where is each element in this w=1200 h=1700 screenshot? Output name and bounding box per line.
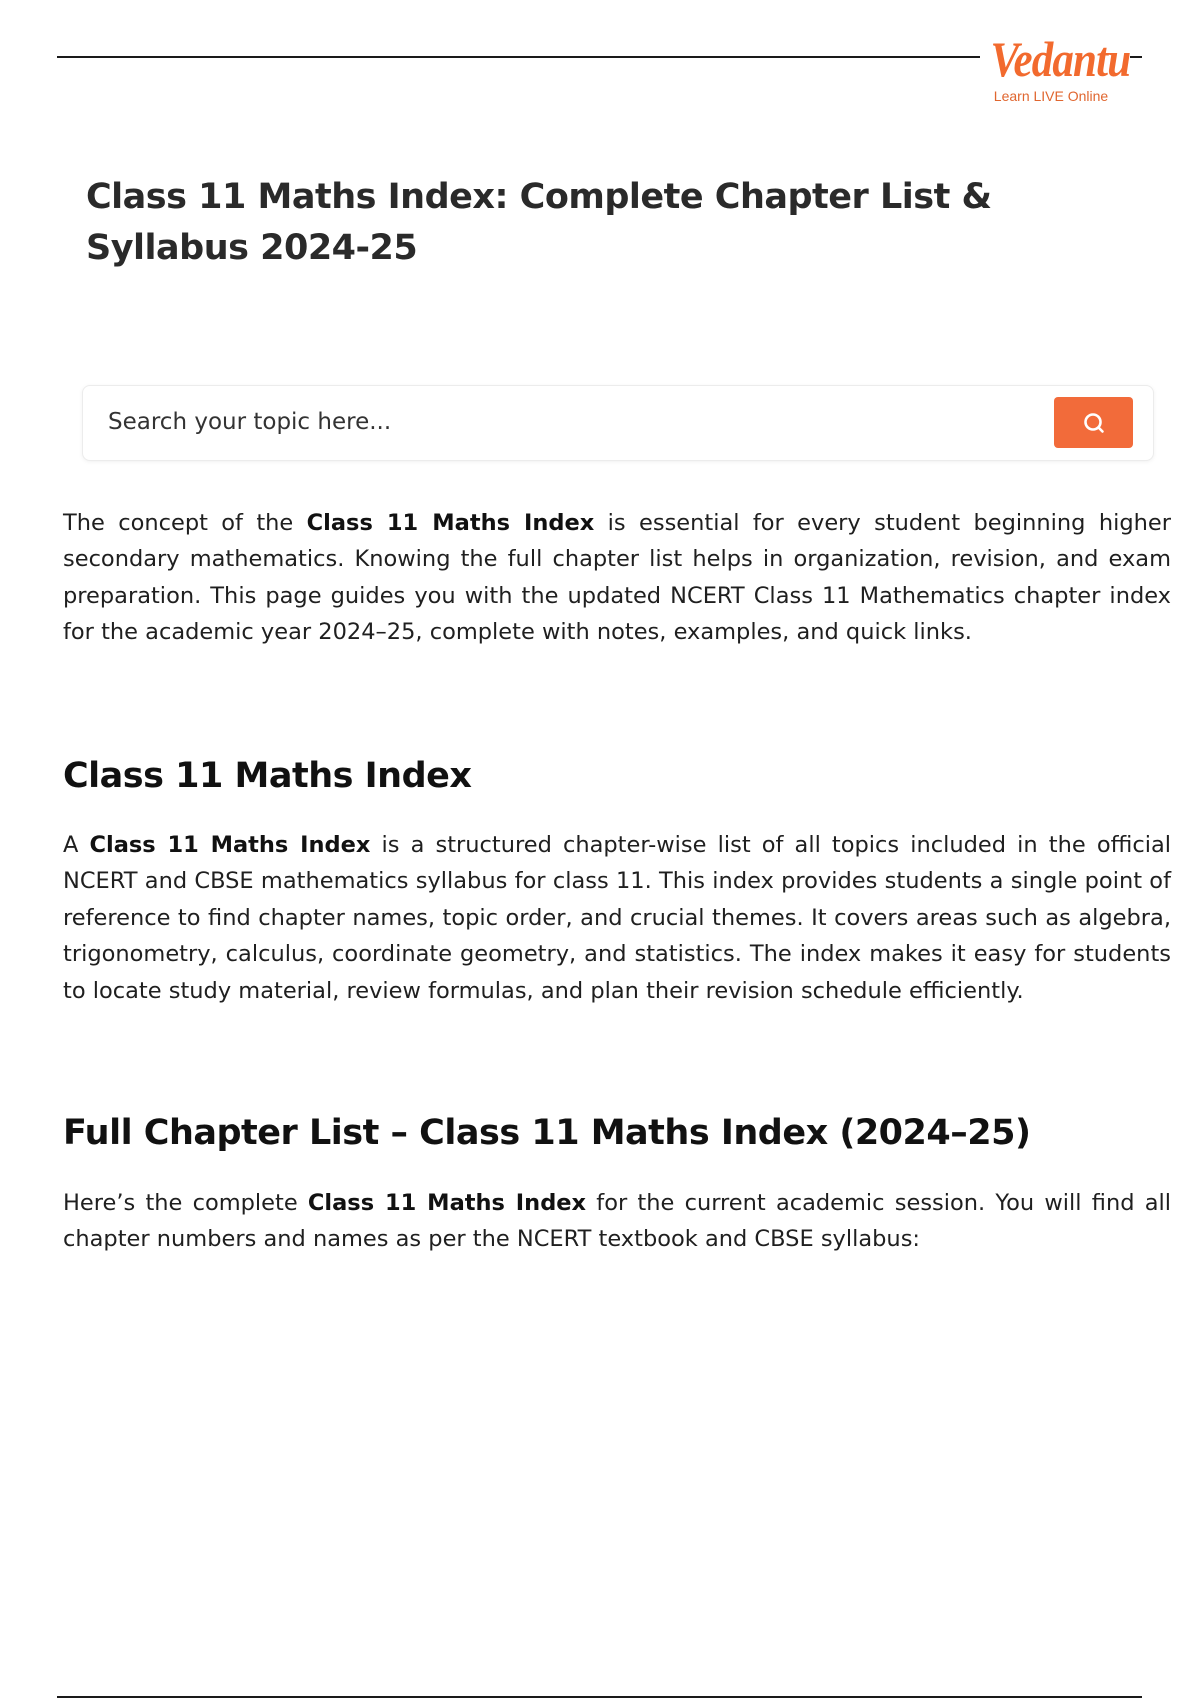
search-input[interactable] <box>84 387 1048 457</box>
vedantu-logo[interactable] <box>980 30 1130 115</box>
logo-wordmark: Vedantu <box>990 31 1131 87</box>
index-text-end: is a structured chapter-wise list of all topics included in the official NCERT and CBSE mathematics syllabus for class 11. This index provides students a single point of reference to find chapter names, topic order, and crucial themes. It covers areas such as algebra, trigonometry, calculus, coordinate geometry, and statistics. The index makes it easy for students to locate study material, review formulas, and plan their revision schedule efficiently. <box>63 832 1171 1004</box>
footer-divider <box>57 1696 1142 1698</box>
search-bar <box>82 385 1154 461</box>
chapter-text-end: for the current academic session. You will find all chapter numbers and names as per the NCERT textbook and CBSE syllabus: <box>63 1190 1171 1253</box>
chapter-list-paragraph <box>63 1185 1171 1258</box>
intro-text-start: The concept of the <box>63 510 307 536</box>
section-heading-index: Class 11 Maths Index <box>63 756 472 796</box>
intro-paragraph <box>63 505 1171 651</box>
search-button[interactable] <box>1054 397 1133 448</box>
search-icon <box>1081 410 1107 436</box>
section-heading-chapter-list: Full Chapter List – Class 11 Maths Index (2024–25) <box>63 1113 1031 1153</box>
logo-tagline: Learn LIVE Online <box>993 88 1109 104</box>
intro-keyword: Class 11 Maths Index <box>306 510 595 536</box>
index-keyword: Class 11 Maths Index <box>89 832 371 858</box>
chapter-keyword: Class 11 Maths Index <box>307 1190 587 1216</box>
chapter-text-start: Here’s the complete <box>63 1190 308 1216</box>
page-title: Class 11 Maths Index: Complete Chapter List & Syllabus 2024-25 <box>86 177 992 268</box>
index-paragraph <box>63 827 1171 1009</box>
intro-text-end: is essential for every student beginning higher secondary mathematics. Knowing the full chapter list helps in organization, revision, and exam preparation. This page guides you with the updated NCERT Class 11 Mathematics chapter index for the academic year 2024–25, complete with notes, examples, and quick links. <box>63 510 1171 646</box>
index-text-start: A <box>63 832 90 858</box>
